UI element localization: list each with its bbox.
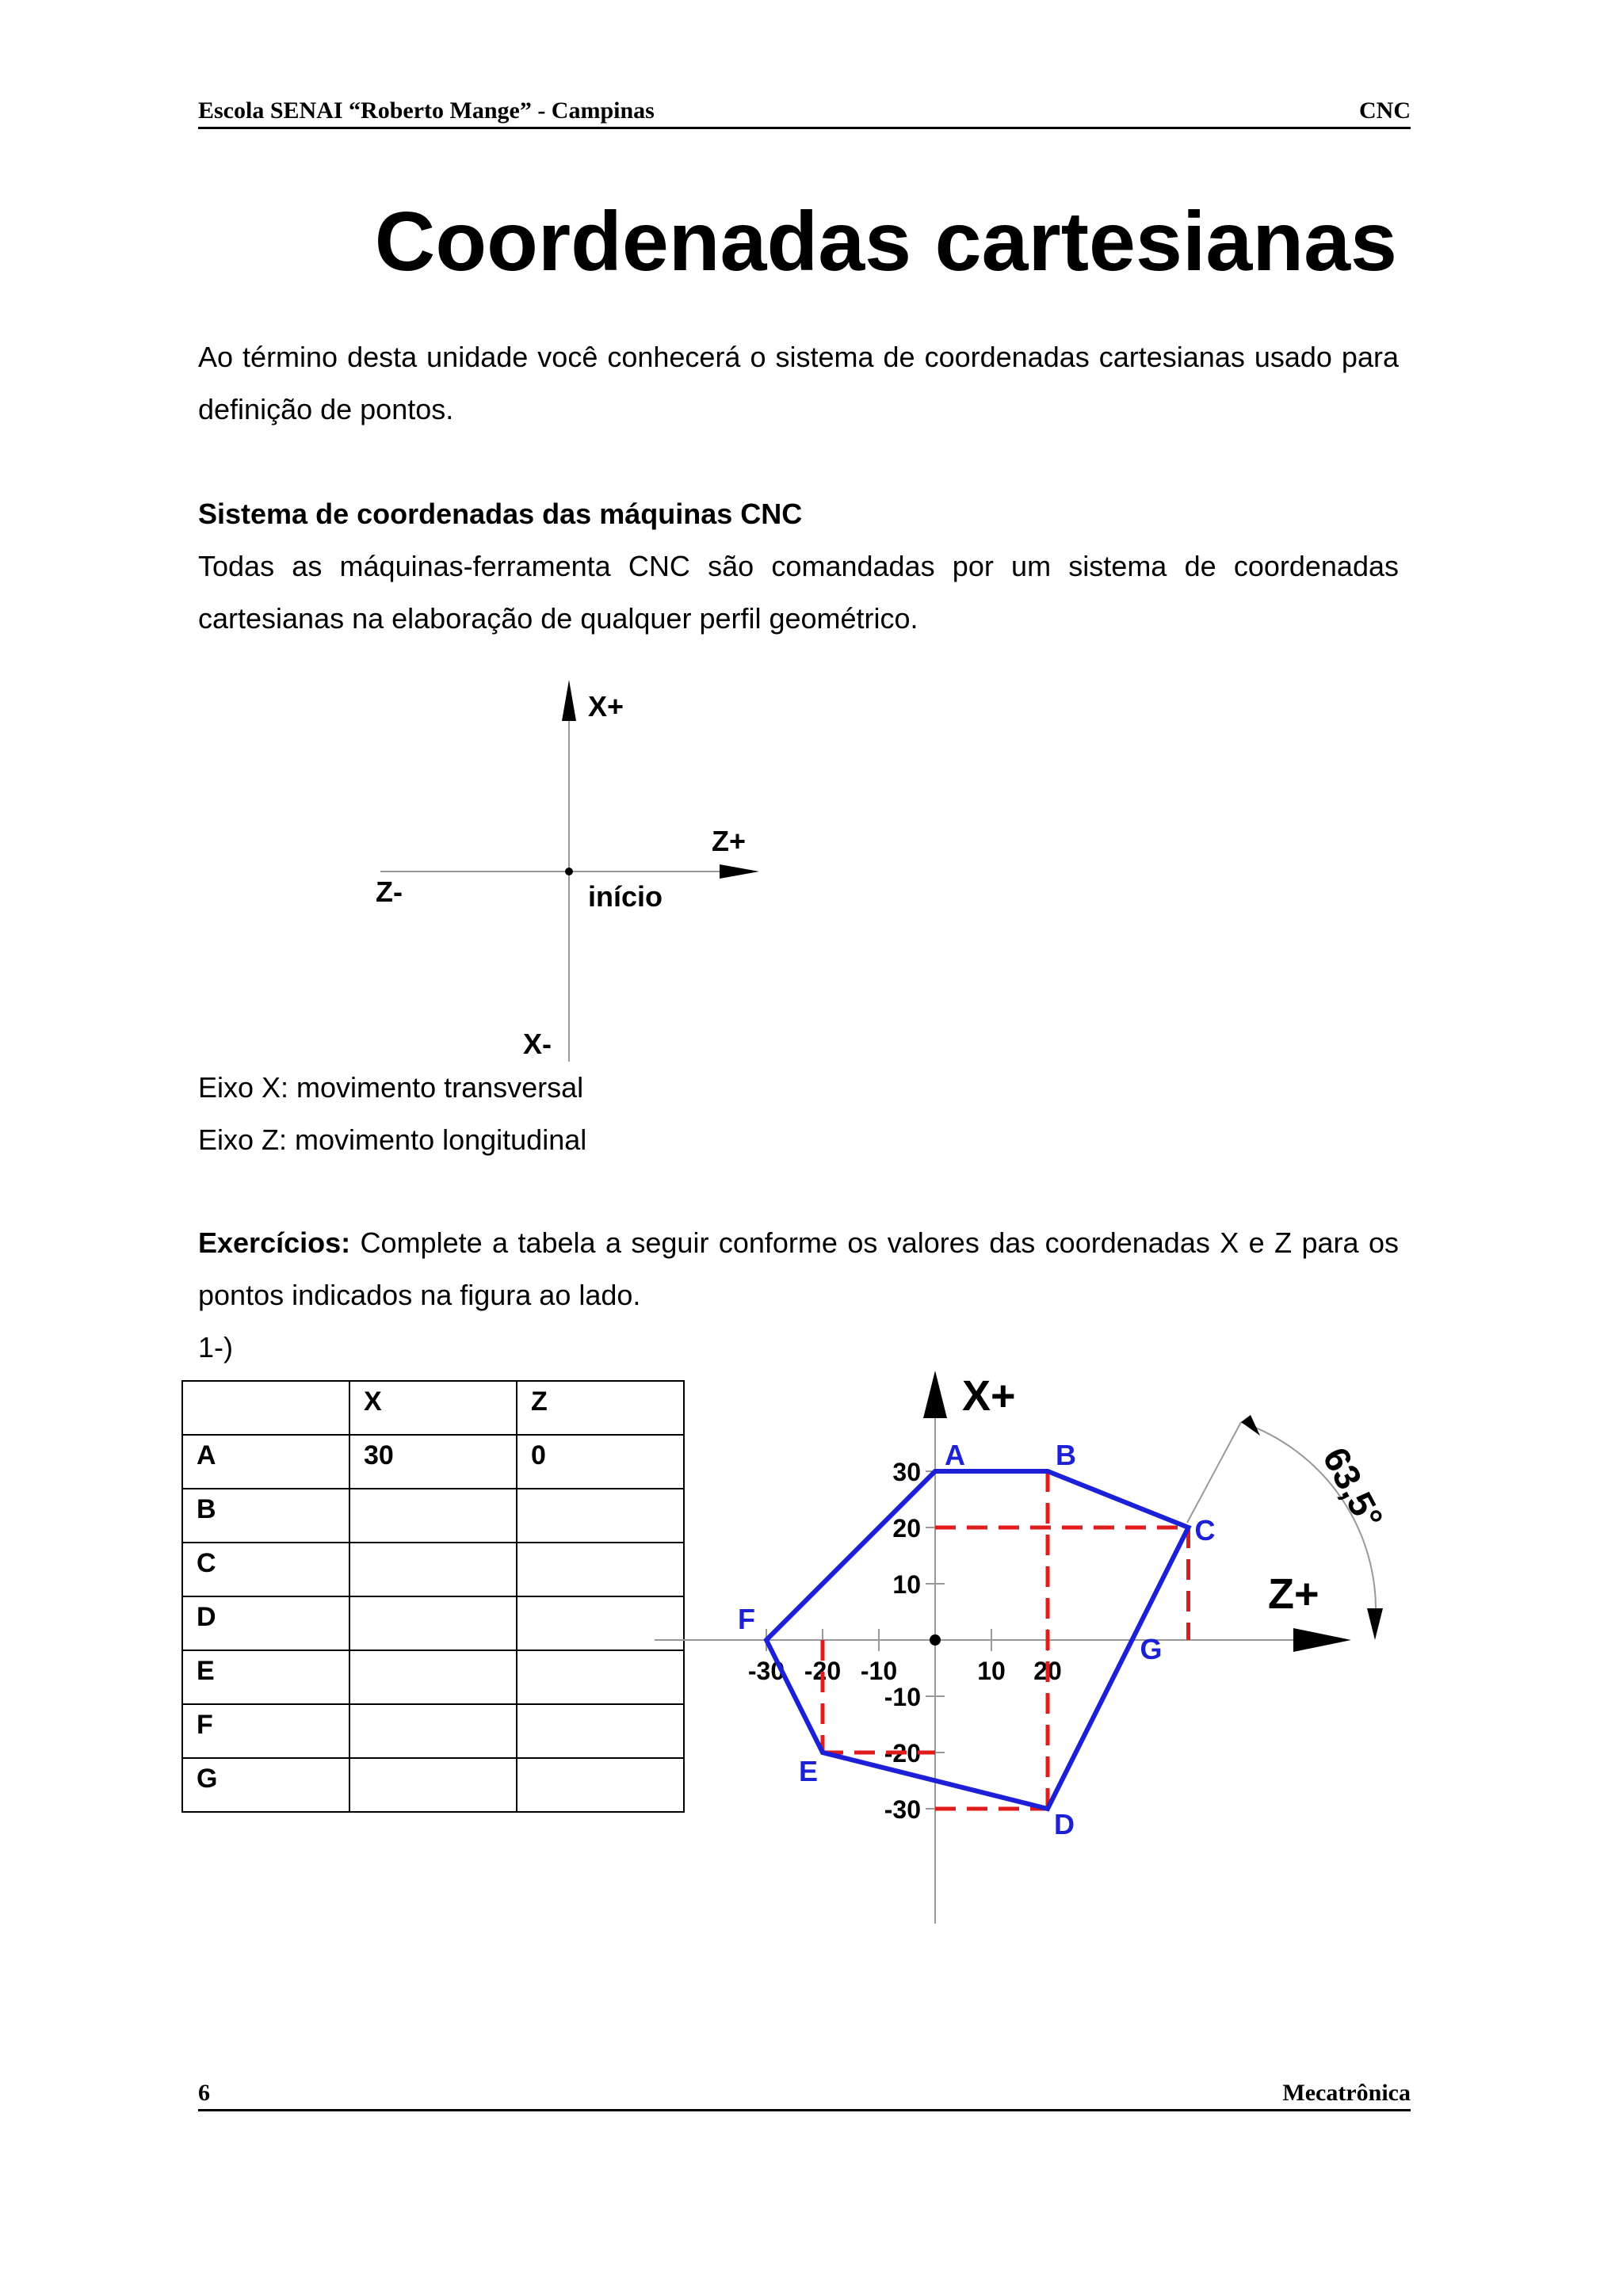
table-header-cell: X xyxy=(349,1381,517,1435)
header-subject: CNC xyxy=(1359,97,1411,124)
point-name-cell: D xyxy=(182,1596,349,1650)
point-name-cell: B xyxy=(182,1489,349,1543)
axis-note-x: Eixo X: movimento transversal xyxy=(198,1071,584,1104)
axis-x-plus-label: X+ xyxy=(588,690,624,723)
x-tick-label: 10 xyxy=(892,1570,921,1599)
footer-course: Mecatrônica xyxy=(1282,2080,1411,2106)
z-tick-label: 20 xyxy=(1033,1657,1062,1685)
point-name-cell: F xyxy=(182,1704,349,1758)
exercise-label: Exercícios: xyxy=(198,1226,351,1259)
angle-arrow-end-icon xyxy=(1367,1608,1383,1640)
z-tick-label: -10 xyxy=(860,1657,898,1685)
z-tick-label: -30 xyxy=(747,1657,785,1685)
x-tick-label: -20 xyxy=(884,1739,921,1768)
z-tick-label: 10 xyxy=(977,1657,1006,1685)
figure-x-label: X+ xyxy=(962,1372,1016,1420)
figure-z-arrow-icon xyxy=(1293,1628,1351,1652)
page-footer xyxy=(198,2077,1411,2111)
axis-z-plus-label: Z+ xyxy=(712,825,747,857)
point-label-a: A xyxy=(945,1439,965,1471)
x-tick-label: -30 xyxy=(884,1795,921,1824)
origin-label: início xyxy=(588,880,663,913)
figure-z-label: Z+ xyxy=(1268,1570,1319,1618)
point-name-cell: G xyxy=(182,1758,349,1812)
axis-note-z: Eixo Z: movimento longitudinal xyxy=(198,1123,587,1156)
point-name-cell: C xyxy=(182,1543,349,1596)
point-label-d: D xyxy=(1054,1808,1075,1840)
page-number: 6 xyxy=(198,2080,210,2106)
angle-arrow-start-icon xyxy=(1241,1415,1260,1436)
point-label-b: B xyxy=(1056,1439,1076,1471)
point-label-f: F xyxy=(738,1603,755,1635)
point-name-cell: E xyxy=(182,1650,349,1704)
axis-x-minus-label: X- xyxy=(523,1028,552,1060)
intro-paragraph: Ao término desta unidade você conhecerá o sistema de coordenadas cartesianas usado para definição de pontos. xyxy=(198,341,1399,425)
x-value-cell[interactable]: 30 xyxy=(349,1435,517,1489)
point-label-e: E xyxy=(799,1755,819,1787)
figure-origin-dot xyxy=(930,1634,941,1646)
point-label-c: C xyxy=(1194,1514,1216,1547)
figure-axes xyxy=(655,1371,1351,1924)
z-value-cell[interactable]: 0 xyxy=(517,1435,684,1489)
x-tick-label: -10 xyxy=(884,1683,921,1711)
x-tick-label: 20 xyxy=(892,1514,921,1543)
section-heading: Sistema de coordenadas das máquinas CNC xyxy=(198,498,803,530)
x-tick-label: 30 xyxy=(892,1458,921,1486)
angle-label: 63,5° xyxy=(1315,1440,1392,1535)
point-name-cell: A xyxy=(182,1435,349,1489)
header-school: Escola SENAI “Roberto Mange” - Campinas xyxy=(198,97,655,124)
figure-x-arrow-icon xyxy=(923,1371,947,1418)
section-text: Todas as máquinas-ferramenta CNC são comandadas por um sistema de coordenadas cartesianas na elaboração de qualquer perfil geométrico. xyxy=(198,550,1399,635)
axis-z-minus-label: Z- xyxy=(376,875,403,908)
z-tick-label: -20 xyxy=(804,1657,842,1685)
exercise-number: 1-) xyxy=(198,1331,233,1363)
page-title: Coordenadas cartesianas xyxy=(374,195,1397,288)
table-header-cell: Z xyxy=(517,1381,684,1435)
exercise-text: Complete a tabela a seguir conforme os valores das coordenadas X e Z para os pontos indicados na figura ao lado. xyxy=(198,1226,1399,1311)
point-label-g: G xyxy=(1140,1633,1163,1665)
